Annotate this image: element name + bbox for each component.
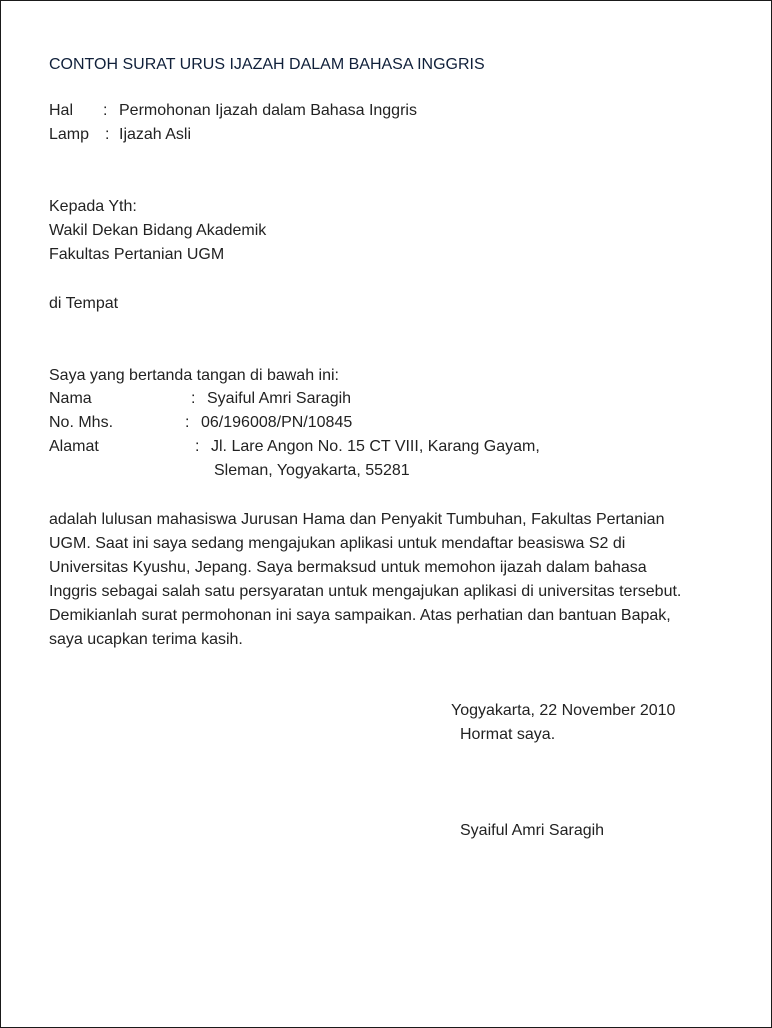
place-date: Yogyakarta, 22 November 2010 bbox=[451, 702, 676, 719]
closing-salutation: Hormat saya. bbox=[460, 726, 556, 743]
attachment-label: Lamp bbox=[49, 126, 90, 143]
body-line: Inggris sebagai salah satu persyaratan untuk mengajukan aplikasi di universitas tersebut. bbox=[49, 583, 682, 600]
recipient-line-1: Wakil Dekan Bidang Akademik bbox=[49, 222, 267, 239]
attachment-separator: : bbox=[105, 126, 110, 143]
address-value-line-1: Jl. Lare Angon No. 15 CT VIII, Karang Gayam, bbox=[211, 438, 540, 455]
letter-title: CONTOH SURAT URUS IJAZAH DALAM BAHASA INGGRIS bbox=[49, 56, 485, 73]
intro-text: Saya yang bertanda tangan di bawah ini: bbox=[49, 367, 339, 384]
student-no-value: 06/196008/PN/10845 bbox=[201, 414, 353, 431]
body-line: UGM. Saat ini saya sedang mengajukan aplikasi untuk mendaftar beasiswa S2 di bbox=[49, 535, 626, 552]
name-label: Nama bbox=[49, 390, 92, 407]
body-line: Universitas Kyushu, Jepang. Saya bermaksud untuk memohon ijazah dalam bahasa bbox=[49, 559, 647, 576]
recipient-place: di Tempat bbox=[49, 295, 119, 312]
recipient-line-2: Fakultas Pertanian UGM bbox=[49, 246, 225, 263]
name-value: Syaiful Amri Saragih bbox=[207, 390, 352, 407]
student-no-label: No. Mhs. bbox=[49, 414, 114, 431]
recipient-greeting: Kepada Yth: bbox=[49, 198, 137, 215]
student-no-separator: : bbox=[185, 414, 190, 431]
subject-label: Hal bbox=[49, 102, 74, 119]
body-line: adalah lulusan mahasiswa Jurusan Hama dan Penyakit Tumbuhan, Fakultas Pertanian bbox=[49, 511, 665, 528]
address-separator: : bbox=[195, 438, 200, 455]
name-separator: : bbox=[191, 390, 196, 407]
subject-separator: : bbox=[103, 102, 108, 119]
attachment-value: Ijazah Asli bbox=[119, 126, 192, 143]
address-value-line-2: Sleman, Yogyakarta, 55281 bbox=[214, 462, 410, 479]
signatory-name: Syaiful Amri Saragih bbox=[460, 822, 605, 839]
address-label: Alamat bbox=[49, 438, 99, 455]
subject-value: Permohonan Ijazah dalam Bahasa Inggris bbox=[119, 102, 417, 119]
body-line: Demikianlah surat permohonan ini saya sampaikan. Atas perhatian dan bantuan Bapak, bbox=[49, 607, 671, 624]
body-line: saya ucapkan terima kasih. bbox=[49, 631, 243, 648]
